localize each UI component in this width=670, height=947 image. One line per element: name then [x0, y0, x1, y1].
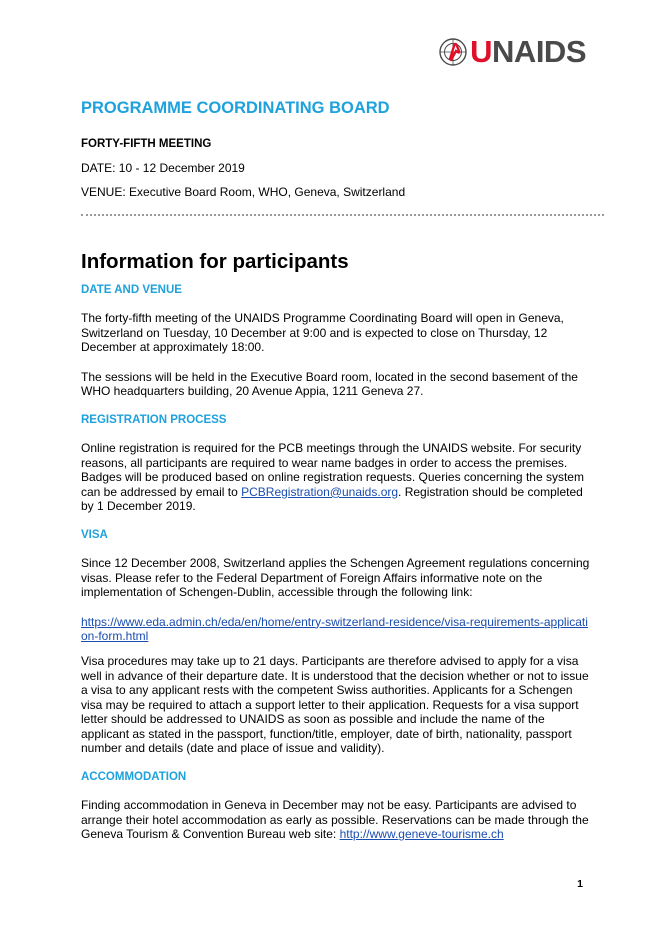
geneva-tourism-link[interactable]: http://www.geneve-tourisme.ch: [339, 827, 504, 842]
dotted-divider: [81, 210, 604, 216]
registration-paragraph: Online registration is required for the PCB meetings through the UNAIDS website. For security reasons, all participants are required to wear name badges in order to access the premises. Badges will be produced based on online registration requests. Queries concerning the system can be addressed by email to PCBRegistration@unaids.org. Registration should be completed by 1 December 2019.: [81, 440, 584, 514]
visa-paragraph-1: Since 12 December 2008, Switzerland applies the Schengen Agreement regulations concerning visas. Please refer to the Federal Department of Foreign Affairs informative note on the implementation of Schengen-Dublin, accessible through the following link:: [81, 555, 590, 600]
meeting-date: DATE: 10 - 12 December 2019: [81, 161, 245, 175]
section-heading-date-venue: DATE AND VENUE: [81, 284, 182, 296]
date-venue-paragraph-2: The sessions will be held in the Executive Board room, located in the second basement of the WHO headquarters building, 20 Avenue Appia, 1211 Geneva 27.: [81, 369, 578, 399]
un-emblem-ribbon-icon: [438, 37, 468, 67]
visa-link-paragraph: [81, 615, 591, 644]
unaids-logo: [438, 36, 586, 67]
visa-paragraph-2: Visa procedures may take up to 21 days. Participants are therefore advised to apply for a visa well in advance of their departure date. It is understood that the decision whether or not to issue a visa to any applicant rests with the competent Swiss authorities. Applicants for a Schengen visa may be required to attach a support letter to their application. Requests for a visa support letter should be addressed to UNAIDS as soon as possible and include the name of the applicant as stated in the passport, function/title, employer, date of birth, nationality, passport number and details (date and place of issue and validity).: [81, 653, 589, 756]
document-body: [81, 97, 591, 842]
page-title: Information for participants: [81, 250, 349, 273]
board-title: PROGRAMME COORDINATING BOARD: [81, 99, 390, 117]
date-venue-paragraph-1: The forty-fifth meeting of the UNAIDS Programme Coordinating Board will open in Geneva, Switzerland on Tuesday, 10 December at 9:00 and is expected to close on Thursday, 12 December at approximately 18:00.: [81, 311, 564, 355]
page-number: 1: [577, 878, 583, 890]
logo-wordmark: UNAIDS: [470, 34, 586, 69]
visa-requirements-link[interactable]: https://www.eda.admin.ch/eda/en/home/entry-switzerland-residence/visa-requirements-application-form.html: [81, 614, 588, 644]
meeting-venue: VENUE: Executive Board Room, WHO, Geneva, Switzerland: [81, 185, 406, 199]
section-heading-visa: VISA: [81, 528, 108, 541]
meeting-title: FORTY-FIFTH MEETING: [81, 138, 212, 150]
accommodation-paragraph: Finding accommodation in Geneva in December may not be easy. Participants are advised to arrange their hotel accommodation as early as possible. Reservations can be made through the Geneva Tourism & Convention Bureau web site: http://www.geneve-tourisme.ch: [81, 798, 589, 842]
section-heading-accommodation: ACCOMMODATION: [81, 771, 187, 784]
section-heading-registration: REGISTRATION PROCESS: [81, 413, 227, 426]
registration-email-link[interactable]: PCBRegistration@unaids.org: [241, 484, 399, 499]
